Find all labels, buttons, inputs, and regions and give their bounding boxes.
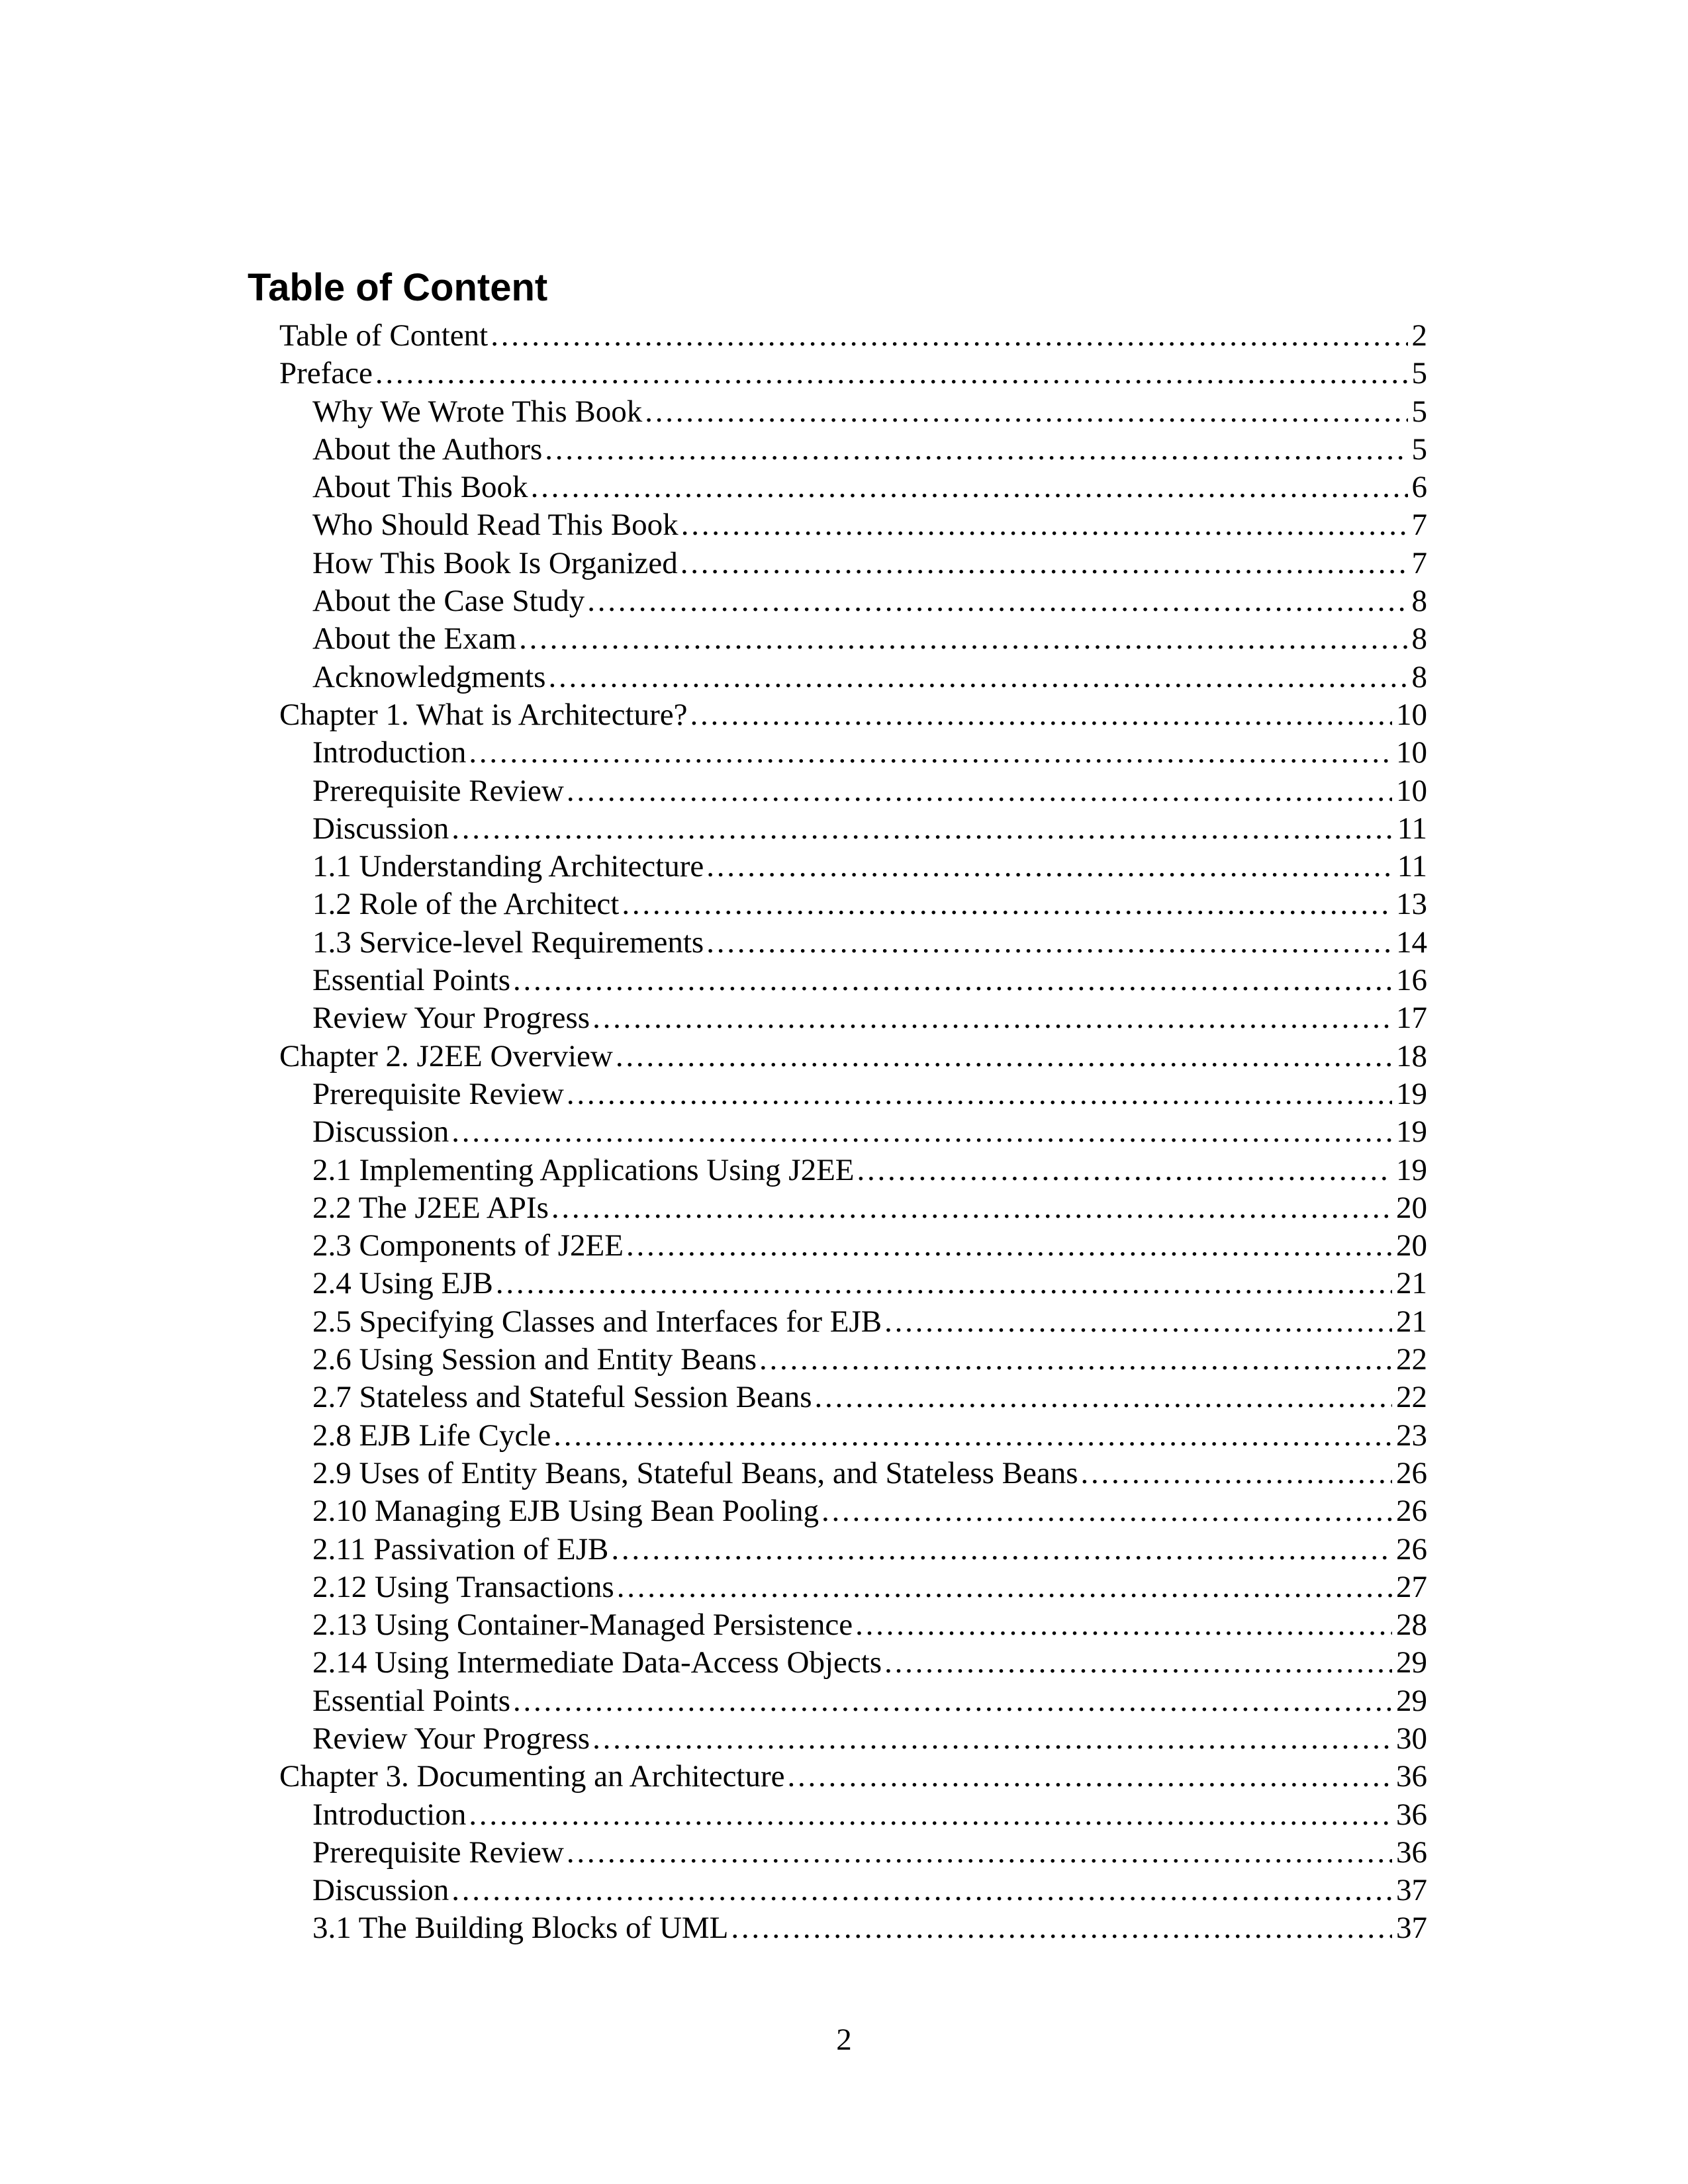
toc-entry[interactable] xyxy=(279,1455,1427,1492)
toc-entry-page-number: 36 xyxy=(1396,1835,1427,1870)
toc-entry-title: Preface xyxy=(279,356,373,391)
toc-entry[interactable] xyxy=(279,393,1427,431)
toc-entry[interactable] xyxy=(279,1265,1427,1302)
toc-dot-leader xyxy=(496,1265,1392,1302)
toc-entry-title: 2.8 EJB Life Cycle xyxy=(312,1418,551,1453)
toc-entry-title: 1.1 Understanding Architecture xyxy=(312,849,704,884)
toc-dot-leader xyxy=(469,734,1392,772)
toc-entry[interactable] xyxy=(279,1834,1427,1872)
toc-entry-page-number: 10 xyxy=(1396,773,1427,808)
toc-entry-title: Discussion xyxy=(312,1873,449,1908)
toc-dot-leader xyxy=(821,1492,1392,1530)
toc-dot-leader xyxy=(706,848,1393,886)
toc-entry-page-number: 7 xyxy=(1411,508,1427,543)
toc-entry-page-number: 11 xyxy=(1397,849,1427,884)
toc-entry-page-number: 17 xyxy=(1396,1001,1427,1036)
toc-entry[interactable] xyxy=(279,1909,1427,1947)
toc-entry-title: Acknowledgments xyxy=(312,659,546,694)
toc-entry-title: 2.3 Components of J2EE xyxy=(312,1228,624,1263)
toc-entry-page-number: 26 xyxy=(1396,1531,1427,1567)
toc-dot-leader xyxy=(553,1417,1392,1455)
toc-dot-leader xyxy=(857,1152,1392,1189)
toc-entry-title: Chapter 3. Documenting an Architecture xyxy=(279,1759,785,1794)
toc-entry[interactable] xyxy=(279,1227,1427,1265)
toc-entry-title: How This Book Is Organized xyxy=(312,545,678,580)
toc-entry[interactable] xyxy=(279,1303,1427,1341)
toc-dot-leader xyxy=(706,924,1392,962)
toc-entry-title: Introduction xyxy=(312,1797,467,1832)
toc-entry-page-number: 8 xyxy=(1411,621,1427,657)
toc-entry-title: Table of Content xyxy=(279,318,489,353)
toc-entry-page-number: 22 xyxy=(1396,1380,1427,1415)
toc-entry-title: 2.4 Using EJB xyxy=(312,1266,493,1301)
toc-dot-leader xyxy=(759,1341,1392,1379)
toc-dot-leader xyxy=(626,1227,1392,1265)
toc-entry-page-number: 19 xyxy=(1396,1152,1427,1187)
toc-entry[interactable] xyxy=(279,1341,1427,1379)
toc-dot-leader xyxy=(531,469,1408,506)
toc-entry[interactable] xyxy=(279,659,1427,696)
toc-entry-title: About the Exam xyxy=(312,621,517,657)
toc-entry-title: 2.7 Stateless and Stateful Session Beans xyxy=(312,1380,812,1415)
toc-entry[interactable] xyxy=(279,962,1427,999)
toc-dot-leader xyxy=(611,1531,1392,1569)
toc-entry-page-number: 2 xyxy=(1411,318,1427,353)
page-title: Table of Content xyxy=(248,266,548,309)
toc-entry[interactable] xyxy=(279,317,1427,355)
toc-entry[interactable] xyxy=(279,848,1427,886)
toc-dot-leader xyxy=(731,1909,1392,1947)
toc-entry[interactable] xyxy=(279,1038,1427,1075)
toc-entry-title: Chapter 1. What is Architecture? xyxy=(279,697,688,732)
toc-entry-title: 1.2 Role of the Architect xyxy=(312,887,620,922)
toc-entry-title: Discussion xyxy=(312,1115,449,1150)
toc-entry-page-number: 18 xyxy=(1396,1038,1427,1073)
toc-dot-leader xyxy=(681,506,1408,544)
toc-entry-title: Review Your Progress xyxy=(312,1001,590,1036)
toc-entry[interactable] xyxy=(279,1417,1427,1455)
toc-entry-page-number: 5 xyxy=(1411,432,1427,467)
toc-entry-page-number: 7 xyxy=(1411,545,1427,580)
toc-dot-leader xyxy=(548,659,1407,696)
toc-dot-leader xyxy=(690,696,1392,734)
toc-dot-leader xyxy=(513,962,1392,999)
toc-entry-page-number: 6 xyxy=(1411,470,1427,505)
toc-dot-leader xyxy=(884,1644,1392,1682)
toc-dot-leader xyxy=(375,355,1408,392)
toc-entry-page-number: 28 xyxy=(1396,1608,1427,1643)
toc-entry-page-number: 19 xyxy=(1396,1115,1427,1150)
toc-entry-title: Review Your Progress xyxy=(312,1721,590,1756)
toc-entry-page-number: 20 xyxy=(1396,1228,1427,1263)
toc-entry-page-number: 10 xyxy=(1396,697,1427,732)
toc-entry-title: Chapter 2. J2EE Overview xyxy=(279,1038,613,1073)
toc-entry-title: About the Authors xyxy=(312,432,543,467)
toc-entry-title: About This Book xyxy=(312,470,528,505)
toc-entry[interactable] xyxy=(279,1644,1427,1682)
toc-dot-leader xyxy=(567,1075,1392,1113)
toc-dot-leader xyxy=(491,317,1407,355)
toc-entry-page-number: 36 xyxy=(1396,1797,1427,1832)
toc-entry-page-number: 36 xyxy=(1396,1759,1427,1794)
toc-entry-page-number: 19 xyxy=(1396,1076,1427,1111)
toc-dot-leader xyxy=(884,1303,1392,1341)
toc-entry-page-number: 29 xyxy=(1396,1645,1427,1680)
toc-dot-leader xyxy=(622,886,1392,923)
toc-entry-page-number: 14 xyxy=(1396,925,1427,960)
toc-entry[interactable] xyxy=(279,582,1427,620)
toc-entry-title: Prerequisite Review xyxy=(312,1076,564,1111)
toc-entry[interactable] xyxy=(279,924,1427,962)
toc-entry-title: 3.1 The Building Blocks of UML xyxy=(312,1911,729,1946)
toc-entry[interactable] xyxy=(279,1606,1427,1644)
toc-entry-page-number: 11 xyxy=(1397,811,1427,846)
toc-dot-leader xyxy=(592,999,1392,1037)
toc-entry-page-number: 37 xyxy=(1396,1911,1427,1946)
toc-entry-page-number: 29 xyxy=(1396,1683,1427,1718)
toc-entry[interactable] xyxy=(279,469,1427,506)
table-of-contents xyxy=(279,317,1427,1948)
page-number: 2 xyxy=(836,2023,852,2057)
toc-entry-title: 2.1 Implementing Applications Using J2EE xyxy=(312,1152,855,1187)
toc-entry-title: 2.14 Using Intermediate Data-Access Objects xyxy=(312,1645,882,1680)
toc-entry[interactable] xyxy=(279,1758,1427,1796)
toc-entry-page-number: 37 xyxy=(1396,1873,1427,1908)
toc-dot-leader xyxy=(513,1682,1392,1720)
toc-dot-leader xyxy=(616,1038,1392,1075)
toc-entry[interactable] xyxy=(279,1569,1427,1606)
toc-entry-title: 2.11 Passivation of EJB xyxy=(312,1531,609,1567)
toc-dot-leader xyxy=(587,582,1407,620)
toc-entry-page-number: 26 xyxy=(1396,1455,1427,1490)
toc-entry[interactable] xyxy=(279,620,1427,658)
toc-entry[interactable] xyxy=(279,1492,1427,1530)
toc-entry-page-number: 30 xyxy=(1396,1721,1427,1756)
toc-entry-title: 2.13 Using Container-Managed Persistence xyxy=(312,1608,853,1643)
toc-entry[interactable] xyxy=(279,734,1427,772)
toc-entry-page-number: 13 xyxy=(1396,887,1427,922)
toc-dot-leader xyxy=(567,1834,1392,1872)
toc-entry-title: Essential Points xyxy=(312,963,510,998)
toc-dot-leader xyxy=(617,1569,1392,1606)
toc-dot-leader xyxy=(680,545,1408,582)
toc-entry[interactable] xyxy=(279,1152,1427,1189)
toc-entry-title: Discussion xyxy=(312,811,449,846)
toc-entry[interactable] xyxy=(279,1531,1427,1569)
toc-entry-title: Introduction xyxy=(312,735,467,770)
toc-entry-page-number: 21 xyxy=(1396,1304,1427,1339)
toc-entry[interactable] xyxy=(279,545,1427,582)
toc-dot-leader xyxy=(815,1379,1392,1416)
toc-entry-title: About the Case Study xyxy=(312,584,585,619)
toc-entry[interactable] xyxy=(279,506,1427,544)
toc-entry-page-number: 20 xyxy=(1396,1190,1427,1225)
toc-entry[interactable] xyxy=(279,1075,1427,1113)
toc-entry-page-number: 22 xyxy=(1396,1342,1427,1377)
toc-entry[interactable] xyxy=(279,772,1427,810)
toc-dot-leader xyxy=(451,810,1393,848)
toc-entry-page-number: 27 xyxy=(1396,1569,1427,1604)
toc-entry-title: Prerequisite Review xyxy=(312,1835,564,1870)
toc-entry-title: 2.5 Specifying Classes and Interfaces for EJB xyxy=(312,1304,882,1339)
toc-entry[interactable] xyxy=(279,1720,1427,1758)
toc-entry[interactable] xyxy=(279,1113,1427,1151)
toc-entry-page-number: 8 xyxy=(1411,659,1427,694)
toc-entry[interactable] xyxy=(279,355,1427,392)
toc-entry[interactable] xyxy=(279,696,1427,734)
toc-entry-title: 2.9 Uses of Entity Beans, Stateful Beans, and Stateless Beans xyxy=(312,1455,1078,1490)
toc-entry-page-number: 8 xyxy=(1411,584,1427,619)
toc-dot-leader xyxy=(1081,1455,1392,1492)
toc-entry[interactable] xyxy=(279,810,1427,848)
toc-entry[interactable] xyxy=(279,1682,1427,1720)
toc-entry-title: 2.6 Using Session and Entity Beans xyxy=(312,1342,757,1377)
toc-entry-page-number: 23 xyxy=(1396,1418,1427,1453)
toc-dot-leader xyxy=(567,772,1392,810)
toc-entry[interactable] xyxy=(279,1189,1427,1227)
toc-entry[interactable] xyxy=(279,886,1427,923)
toc-entry-title: Essential Points xyxy=(312,1683,510,1718)
toc-entry[interactable] xyxy=(279,1379,1427,1416)
toc-entry-title: Why We Wrote This Book xyxy=(312,394,643,429)
toc-entry-title: 2.12 Using Transactions xyxy=(312,1569,614,1604)
toc-entry-title: Who Should Read This Book xyxy=(312,508,679,543)
toc-dot-leader xyxy=(788,1758,1393,1796)
toc-entry-page-number: 5 xyxy=(1411,356,1427,391)
toc-dot-leader xyxy=(451,1872,1392,1909)
toc-entry-title: 1.3 Service-level Requirements xyxy=(312,925,704,960)
toc-dot-leader xyxy=(855,1606,1392,1644)
toc-entry-page-number: 16 xyxy=(1396,963,1427,998)
toc-dot-leader xyxy=(592,1720,1392,1758)
toc-entry-title: 2.2 The J2EE APIs xyxy=(312,1190,549,1225)
toc-entry[interactable] xyxy=(279,431,1427,469)
toc-dot-leader xyxy=(545,431,1407,469)
toc-entry-page-number: 21 xyxy=(1396,1266,1427,1301)
toc-entry-title: 2.10 Managing EJB Using Bean Pooling xyxy=(312,1494,820,1529)
toc-dot-leader xyxy=(451,1113,1392,1151)
toc-dot-leader xyxy=(469,1796,1392,1834)
toc-entry[interactable] xyxy=(279,999,1427,1037)
toc-dot-leader xyxy=(519,620,1407,658)
toc-entry-title: Prerequisite Review xyxy=(312,773,564,808)
toc-dot-leader xyxy=(551,1189,1392,1227)
toc-entry-page-number: 26 xyxy=(1396,1494,1427,1529)
toc-dot-leader xyxy=(645,393,1407,431)
toc-entry-page-number: 10 xyxy=(1396,735,1427,770)
toc-entry[interactable] xyxy=(279,1796,1427,1834)
toc-entry-page-number: 5 xyxy=(1411,394,1427,429)
toc-entry[interactable] xyxy=(279,1872,1427,1909)
